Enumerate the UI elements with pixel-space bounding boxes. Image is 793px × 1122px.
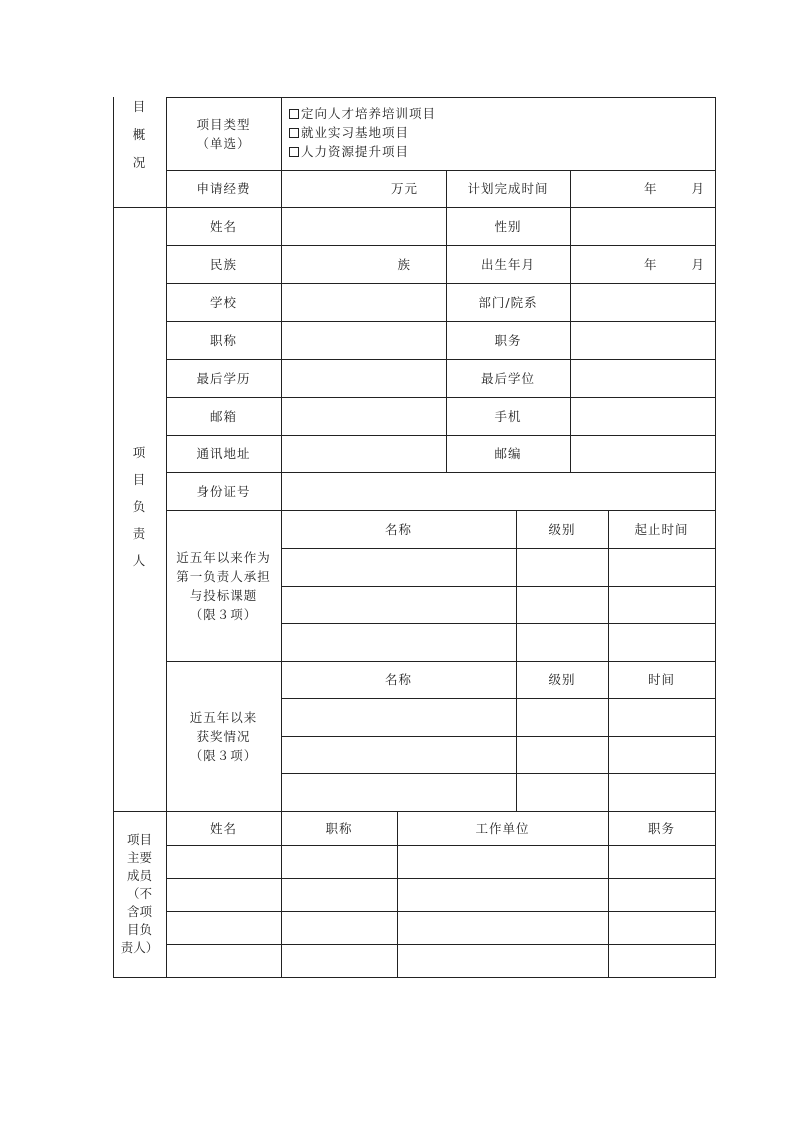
school-label: 学校: [209, 294, 237, 310]
member-input-cell[interactable]: [281, 878, 397, 911]
projects-col-level: 级别: [548, 521, 576, 537]
plan-time-field[interactable]: 年 月: [643, 181, 705, 196]
name-label: 姓名: [209, 218, 237, 234]
ethnicity-field[interactable]: 族: [397, 256, 411, 272]
member-input-cell[interactable]: [397, 944, 608, 977]
overview-label-char: 目: [132, 99, 147, 114]
title-field[interactable]: [281, 321, 446, 359]
birth-field[interactable]: 年 月: [643, 256, 705, 272]
postcode-label: 邮编: [494, 446, 522, 461]
award-input-cell[interactable]: [281, 736, 516, 773]
awards-col-name: 名称: [384, 672, 412, 687]
awards-col-time: 时间: [647, 672, 675, 687]
award-input-cell[interactable]: [516, 736, 608, 773]
id-number-field[interactable]: [281, 472, 715, 510]
birth-label: 出生年月: [480, 256, 535, 272]
address-field[interactable]: [281, 435, 446, 472]
funding-label: 申请经费: [196, 181, 251, 196]
project-input-cell[interactable]: [281, 548, 516, 586]
project-input-cell[interactable]: [516, 623, 608, 661]
award-input-cell[interactable]: [516, 773, 608, 811]
awards-label: 近五年以来 获奖情况 （限３项）: [189, 709, 258, 763]
checkbox-icon[interactable]: [289, 109, 299, 119]
email-label: 邮箱: [209, 408, 237, 424]
member-input-cell[interactable]: [608, 911, 715, 944]
awards-col-level: 级别: [548, 672, 576, 687]
degree-field[interactable]: [570, 359, 715, 397]
project-input-cell[interactable]: [608, 586, 715, 623]
project-type-option[interactable]: 定向人才培养培训项目: [289, 104, 436, 123]
funding-unit: 万元: [390, 181, 418, 196]
address-label: 通讯地址: [196, 446, 251, 461]
project-input-cell[interactable]: [516, 548, 608, 586]
postcode-field[interactable]: [570, 435, 715, 472]
members-col-unit: 工作单位: [475, 820, 530, 836]
member-input-cell[interactable]: [608, 944, 715, 977]
leader-section-label: 项 目 负 责 人: [132, 445, 147, 568]
name-field[interactable]: [281, 207, 446, 245]
member-input-cell[interactable]: [608, 845, 715, 878]
checkbox-icon[interactable]: [289, 128, 299, 138]
table-rule: [113, 977, 716, 978]
mobile-field[interactable]: [570, 397, 715, 435]
department-field[interactable]: [570, 283, 715, 321]
department-label: 部门/院系: [478, 294, 538, 310]
award-input-cell[interactable]: [608, 736, 715, 773]
project-input-cell[interactable]: [608, 548, 715, 586]
member-input-cell[interactable]: [166, 911, 281, 944]
funding-amount-field[interactable]: [281, 170, 446, 207]
member-input-cell[interactable]: [397, 911, 608, 944]
email-field[interactable]: [281, 397, 446, 435]
member-input-cell[interactable]: [397, 845, 608, 878]
award-input-cell[interactable]: [281, 698, 516, 736]
projects-col-period: 起止时间: [634, 521, 689, 537]
gender-field[interactable]: [570, 207, 715, 245]
member-input-cell[interactable]: [608, 878, 715, 911]
project-input-cell[interactable]: [281, 623, 516, 661]
plan-time-label: 计划完成时间: [467, 181, 549, 196]
position-field[interactable]: [570, 321, 715, 359]
award-input-cell[interactable]: [608, 698, 715, 736]
education-label: 最后学历: [196, 370, 251, 386]
checkbox-icon[interactable]: [289, 147, 299, 157]
member-input-cell[interactable]: [166, 944, 281, 977]
school-field[interactable]: [281, 283, 446, 321]
member-input-cell[interactable]: [166, 878, 281, 911]
project-input-cell[interactable]: [281, 586, 516, 623]
degree-label: 最后学位: [480, 370, 535, 386]
members-col-title: 职称: [325, 820, 353, 836]
projects-label: 近五年以来作为 第一负责人承担 与投标课题 （限３项）: [176, 549, 271, 622]
project-type-option[interactable]: 人力资源提升项目: [289, 142, 409, 161]
award-input-cell[interactable]: [281, 773, 516, 811]
title-label: 职称: [209, 332, 237, 348]
projects-col-name: 名称: [384, 521, 412, 537]
mobile-label: 手机: [494, 408, 522, 424]
project-type-options: [281, 97, 715, 170]
education-field[interactable]: [281, 359, 446, 397]
project-type-label: 项目类型 （单选）: [196, 116, 251, 151]
award-input-cell[interactable]: [608, 773, 715, 811]
overview-label-char: 况: [132, 155, 147, 170]
members-col-position: 职务: [647, 820, 675, 836]
gender-label: 性别: [494, 218, 522, 234]
member-input-cell[interactable]: [281, 911, 397, 944]
ethnicity-label: 民族: [209, 256, 237, 272]
position-label: 职务: [494, 332, 522, 348]
award-input-cell[interactable]: [516, 698, 608, 736]
member-input-cell[interactable]: [166, 845, 281, 878]
member-input-cell[interactable]: [281, 944, 397, 977]
project-input-cell[interactable]: [516, 586, 608, 623]
member-input-cell[interactable]: [397, 878, 608, 911]
overview-section-label: [113, 97, 166, 207]
members-section-label: 项目 主要 成员 （不 含项 目负 责人）: [120, 832, 159, 955]
project-input-cell[interactable]: [608, 623, 715, 661]
members-col-name: 姓名: [209, 820, 237, 836]
project-type-option[interactable]: 就业实习基地项目: [289, 123, 409, 142]
member-input-cell[interactable]: [281, 845, 397, 878]
id-number-label: 身份证号: [196, 483, 251, 499]
overview-label-char: 概: [132, 127, 147, 142]
